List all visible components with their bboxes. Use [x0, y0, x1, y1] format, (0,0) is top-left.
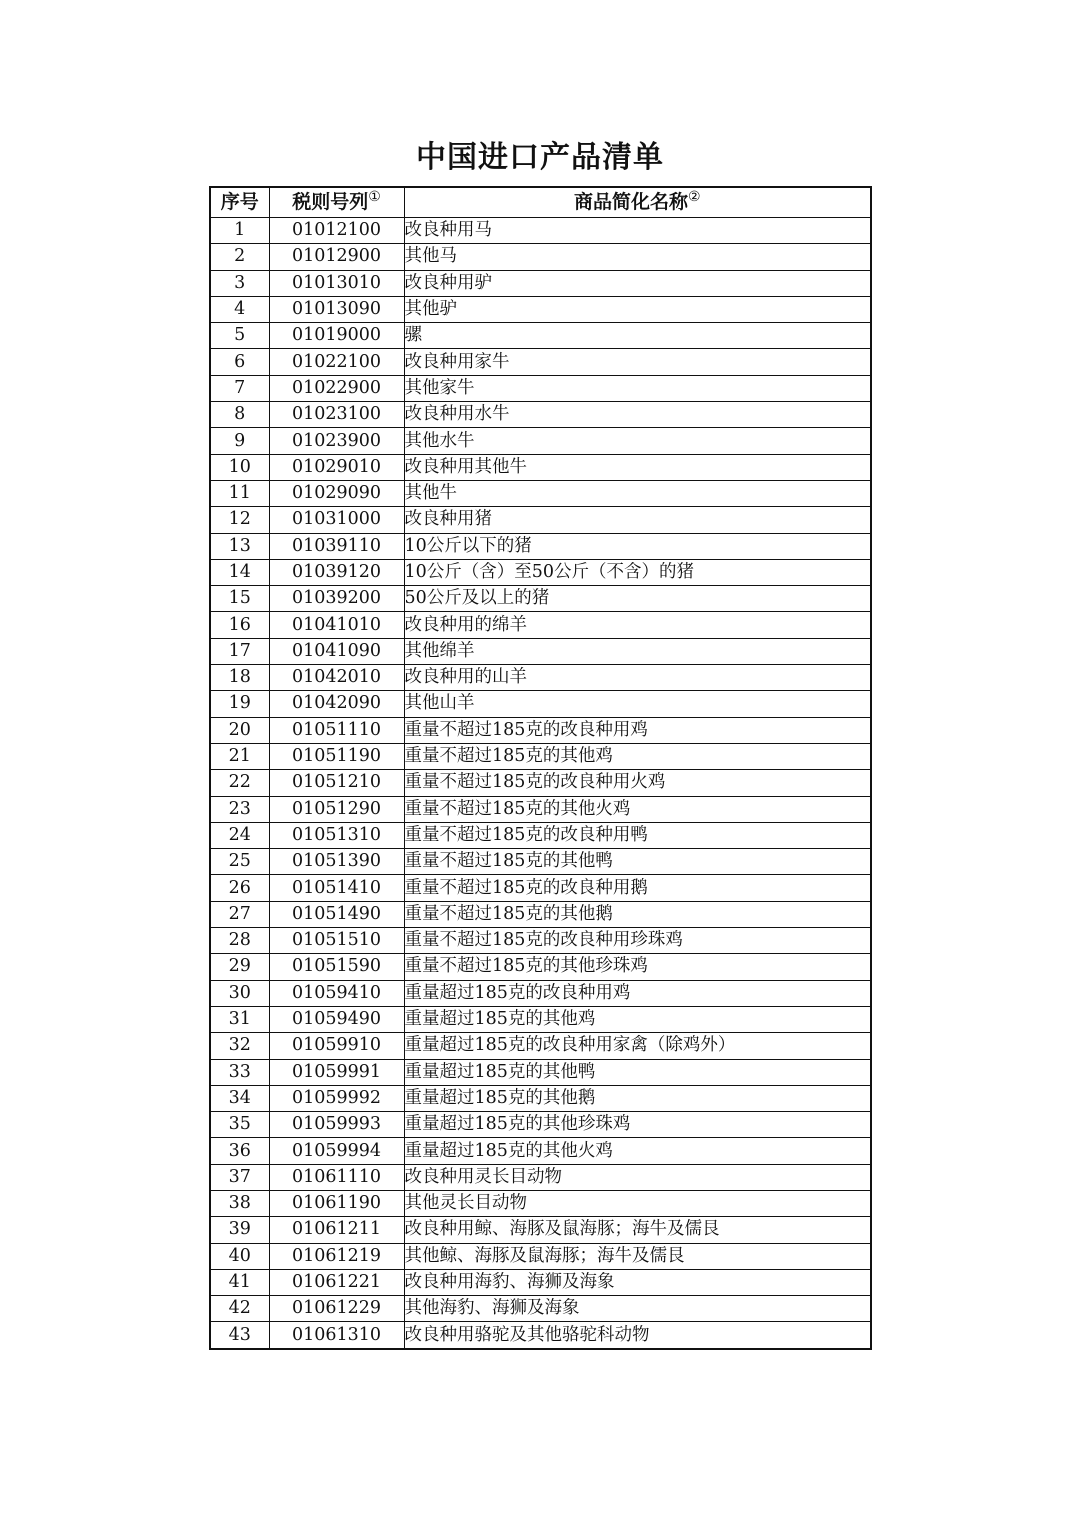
- name-cell: 改良种用其他牛: [404, 454, 871, 480]
- code-cell: 01039120: [269, 559, 404, 585]
- seq-cell: 40: [210, 1243, 269, 1269]
- code-cell: 01051410: [269, 875, 404, 901]
- code-cell: 01039200: [269, 586, 404, 612]
- seq-cell: 16: [210, 612, 269, 638]
- seq-cell: 1: [210, 218, 269, 244]
- name-cell: 其他水牛: [404, 428, 871, 454]
- code-cell: 01031000: [269, 507, 404, 533]
- seq-cell: 43: [210, 1322, 269, 1349]
- table-row: [210, 1033, 871, 1059]
- table-row: [210, 1138, 871, 1164]
- header-name-label: 商品简化名称: [573, 191, 688, 213]
- seq-cell: 25: [210, 849, 269, 875]
- table-row: [210, 1059, 871, 1085]
- code-cell: 01041090: [269, 638, 404, 664]
- code-cell: 01013010: [269, 270, 404, 296]
- table-row: [210, 1085, 871, 1111]
- name-cell: 重量不超过185克的其他鸡: [404, 743, 871, 769]
- name-cell: 重量超过185克的改良种用家禽（除鸡外）: [404, 1033, 871, 1059]
- code-cell: 01022100: [269, 349, 404, 375]
- name-cell: 改良种用水牛: [404, 402, 871, 428]
- code-cell: 01061221: [269, 1269, 404, 1295]
- code-cell: 01051490: [269, 901, 404, 927]
- name-cell: 10公斤（含）至50公斤（不含）的猪: [404, 559, 871, 585]
- table-row: [210, 822, 871, 848]
- seq-cell: 2: [210, 244, 269, 270]
- name-cell: 其他鲸、海豚及鼠海豚；海牛及儒艮: [404, 1243, 871, 1269]
- header-code-label: 税则号列: [292, 191, 369, 213]
- table-row: [210, 1243, 871, 1269]
- name-cell: 10公斤以下的猪: [404, 533, 871, 559]
- seq-cell: 17: [210, 638, 269, 664]
- name-cell: 其他灵长目动物: [404, 1190, 871, 1216]
- table-row: [210, 244, 871, 270]
- table-row: [210, 270, 871, 296]
- name-cell: 重量不超过185克的其他鸭: [404, 849, 871, 875]
- seq-cell: 6: [210, 349, 269, 375]
- seq-cell: 11: [210, 480, 269, 506]
- code-cell: 01013090: [269, 296, 404, 322]
- table-row: [210, 875, 871, 901]
- table-row: [210, 402, 871, 428]
- name-cell: 改良种用驴: [404, 270, 871, 296]
- name-cell: 其他牛: [404, 480, 871, 506]
- table-body: [210, 218, 871, 1349]
- product-table: [209, 186, 872, 1350]
- code-cell: 01061310: [269, 1322, 404, 1349]
- seq-cell: 26: [210, 875, 269, 901]
- seq-cell: 3: [210, 270, 269, 296]
- code-cell: 01061110: [269, 1164, 404, 1190]
- code-cell: 01023100: [269, 402, 404, 428]
- code-cell: 01029090: [269, 480, 404, 506]
- name-cell: 重量不超过185克的改良种用鹅: [404, 875, 871, 901]
- table-row: [210, 1217, 871, 1243]
- seq-cell: 5: [210, 323, 269, 349]
- seq-cell: 14: [210, 559, 269, 585]
- seq-cell: 8: [210, 402, 269, 428]
- name-cell: 重量不超过185克的其他鹅: [404, 901, 871, 927]
- header-seq-label: 序号: [220, 191, 259, 213]
- seq-cell: 42: [210, 1296, 269, 1322]
- name-cell: 其他马: [404, 244, 871, 270]
- header-code: [269, 187, 404, 218]
- seq-cell: 24: [210, 822, 269, 848]
- code-cell: 01061219: [269, 1243, 404, 1269]
- seq-cell: 4: [210, 296, 269, 322]
- table-row: [210, 691, 871, 717]
- code-cell: 01012900: [269, 244, 404, 270]
- code-cell: 01039110: [269, 533, 404, 559]
- table-row: [210, 1006, 871, 1032]
- name-cell: 重量超过185克的其他鸡: [404, 1006, 871, 1032]
- name-cell: 重量超过185克的其他鸭: [404, 1059, 871, 1085]
- table-row: [210, 349, 871, 375]
- document-title: 中国进口产品清单: [416, 140, 664, 175]
- seq-cell: 19: [210, 691, 269, 717]
- seq-cell: 28: [210, 928, 269, 954]
- header-seq: [210, 187, 269, 218]
- name-cell: 改良种用灵长目动物: [404, 1164, 871, 1190]
- name-cell: 其他海豹、海狮及海象: [404, 1296, 871, 1322]
- name-cell: 改良种用的绵羊: [404, 612, 871, 638]
- seq-cell: 37: [210, 1164, 269, 1190]
- table-row: [210, 323, 871, 349]
- seq-cell: 39: [210, 1217, 269, 1243]
- seq-cell: 32: [210, 1033, 269, 1059]
- code-cell: 01051190: [269, 743, 404, 769]
- name-cell: 改良种用鲸、海豚及鼠海豚；海牛及儒艮: [404, 1217, 871, 1243]
- seq-cell: 7: [210, 375, 269, 401]
- name-cell: 骡: [404, 323, 871, 349]
- code-cell: 01012100: [269, 218, 404, 244]
- code-cell: 01059910: [269, 1033, 404, 1059]
- seq-cell: 27: [210, 901, 269, 927]
- table-row: [210, 928, 871, 954]
- seq-cell: 21: [210, 743, 269, 769]
- table-row: [210, 454, 871, 480]
- table-row: [210, 1112, 871, 1138]
- table-row: [210, 954, 871, 980]
- name-cell: 重量不超过185克的其他珍珠鸡: [404, 954, 871, 980]
- seq-cell: 15: [210, 586, 269, 612]
- code-cell: 01059991: [269, 1059, 404, 1085]
- code-cell: 01061190: [269, 1190, 404, 1216]
- table-row: [210, 586, 871, 612]
- name-cell: 重量不超过185克的其他火鸡: [404, 796, 871, 822]
- table-row: [210, 218, 871, 244]
- name-cell: 其他绵羊: [404, 638, 871, 664]
- name-cell: 其他山羊: [404, 691, 871, 717]
- name-cell: 其他家牛: [404, 375, 871, 401]
- table-row: [210, 901, 871, 927]
- table-row: [210, 612, 871, 638]
- table-row: [210, 638, 871, 664]
- code-cell: 01051310: [269, 822, 404, 848]
- code-cell: 01051510: [269, 928, 404, 954]
- name-cell: 改良种用猪: [404, 507, 871, 533]
- code-cell: 01059994: [269, 1138, 404, 1164]
- name-cell: 重量不超过185克的改良种用鸡: [404, 717, 871, 743]
- name-cell: 其他驴: [404, 296, 871, 322]
- table-row: [210, 796, 871, 822]
- name-cell: 改良种用的山羊: [404, 665, 871, 691]
- table-row: [210, 296, 871, 322]
- table-row: [210, 428, 871, 454]
- seq-cell: 9: [210, 428, 269, 454]
- table-row: [210, 980, 871, 1006]
- seq-cell: 33: [210, 1059, 269, 1085]
- name-cell: 重量超过185克的其他火鸡: [404, 1138, 871, 1164]
- name-cell: 改良种用骆驼及其他骆驼科动物: [404, 1322, 871, 1349]
- table-row: [210, 1164, 871, 1190]
- code-cell: 01061229: [269, 1296, 404, 1322]
- table-header-row: [210, 187, 871, 218]
- name-cell: 重量超过185克的其他珍珠鸡: [404, 1112, 871, 1138]
- table-row: [210, 770, 871, 796]
- table-row: [210, 480, 871, 506]
- table-row: [210, 533, 871, 559]
- table-row: [210, 507, 871, 533]
- name-cell: 改良种用家牛: [404, 349, 871, 375]
- seq-cell: 29: [210, 954, 269, 980]
- table-row: [210, 1296, 871, 1322]
- name-cell: 改良种用海豹、海狮及海象: [404, 1269, 871, 1295]
- code-cell: 01051390: [269, 849, 404, 875]
- seq-cell: 38: [210, 1190, 269, 1216]
- table-row: [210, 559, 871, 585]
- code-cell: 01059992: [269, 1085, 404, 1111]
- code-cell: 01051210: [269, 770, 404, 796]
- seq-cell: 22: [210, 770, 269, 796]
- header-name: [404, 187, 871, 218]
- seq-cell: 20: [210, 717, 269, 743]
- code-cell: 01059993: [269, 1112, 404, 1138]
- seq-cell: 35: [210, 1112, 269, 1138]
- name-cell: 改良种用马: [404, 218, 871, 244]
- table-row: [210, 743, 871, 769]
- seq-cell: 36: [210, 1138, 269, 1164]
- code-cell: 01041010: [269, 612, 404, 638]
- code-cell: 01051110: [269, 717, 404, 743]
- code-cell: 01051590: [269, 954, 404, 980]
- name-cell: 重量不超过185克的改良种用鸭: [404, 822, 871, 848]
- seq-cell: 41: [210, 1269, 269, 1295]
- name-cell: 50公斤及以上的猪: [404, 586, 871, 612]
- seq-cell: 34: [210, 1085, 269, 1111]
- seq-cell: 31: [210, 1006, 269, 1032]
- seq-cell: 23: [210, 796, 269, 822]
- table-row: [210, 717, 871, 743]
- table-row: [210, 1322, 871, 1349]
- footnote-mark-2: ②: [687, 189, 701, 205]
- table-row: [210, 849, 871, 875]
- code-cell: 01061211: [269, 1217, 404, 1243]
- seq-cell: 12: [210, 507, 269, 533]
- footnote-mark-1: ①: [368, 189, 381, 205]
- code-cell: 01051290: [269, 796, 404, 822]
- table-row: [210, 1190, 871, 1216]
- code-cell: 01019000: [269, 323, 404, 349]
- name-cell: 重量超过185克的其他鹅: [404, 1085, 871, 1111]
- name-cell: 重量不超过185克的改良种用珍珠鸡: [404, 928, 871, 954]
- seq-cell: 18: [210, 665, 269, 691]
- code-cell: 01023900: [269, 428, 404, 454]
- code-cell: 01042090: [269, 691, 404, 717]
- name-cell: 重量不超过185克的改良种用火鸡: [404, 770, 871, 796]
- seq-cell: 10: [210, 454, 269, 480]
- table-row: [210, 1269, 871, 1295]
- table-row: [210, 665, 871, 691]
- seq-cell: 13: [210, 533, 269, 559]
- code-cell: 01042010: [269, 665, 404, 691]
- code-cell: 01029010: [269, 454, 404, 480]
- code-cell: 01059410: [269, 980, 404, 1006]
- code-cell: 01059490: [269, 1006, 404, 1032]
- table-row: [210, 375, 871, 401]
- seq-cell: 30: [210, 980, 269, 1006]
- code-cell: 01022900: [269, 375, 404, 401]
- name-cell: 重量超过185克的改良种用鸡: [404, 980, 871, 1006]
